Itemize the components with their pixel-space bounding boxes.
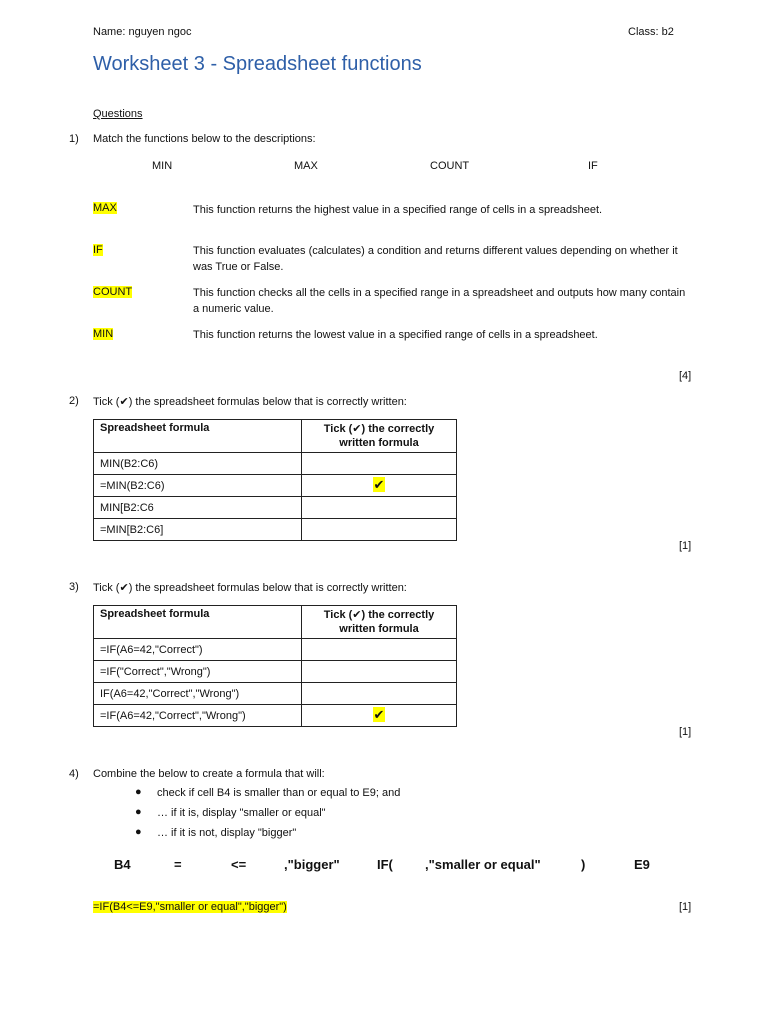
table-row — [94, 683, 457, 705]
q1-prompt: Match the functions below to the descriptions: — [93, 133, 316, 145]
q4-bullet-2: … if it is, display "smaller or equal" — [157, 807, 326, 819]
q2-formula-table — [93, 419, 457, 541]
q1-answer-4-description: This function returns the lowest value in a specified range of cells in a spreadsheet. — [193, 329, 598, 341]
bullet-icon: ● — [135, 786, 142, 798]
tick-cell[interactable] — [302, 497, 457, 519]
table-row — [94, 453, 457, 475]
q1-number: 1) — [69, 133, 79, 145]
formula-cell: =MIN[B2:C6] — [94, 519, 302, 541]
column-header-tick: Tick (✔) the correctly written formula — [302, 606, 457, 639]
q4-answer: =IF(B4<=E9,"smaller or equal","bigger") — [93, 901, 287, 913]
q4-marks: [1] — [679, 901, 692, 913]
q1-answer-3-function: COUNT — [93, 286, 133, 298]
q2-marks: [1] — [679, 540, 692, 552]
formula-cell: IF(A6=42,"Correct","Wrong") — [94, 683, 302, 705]
questions-heading: Questions — [93, 108, 143, 120]
checkmark-icon: ✔ — [373, 707, 385, 722]
q4-part-e9: E9 — [634, 857, 650, 872]
formula-cell: =IF("Correct","Wrong") — [94, 661, 302, 683]
q3-formula-table — [93, 605, 457, 727]
q4-prompt: Combine the below to create a formula that will: — [93, 768, 325, 780]
tick-cell[interactable] — [302, 475, 457, 497]
q2-number: 2) — [69, 395, 79, 407]
q4-part-smaller-or-equal: ,"smaller or equal" — [425, 857, 541, 872]
tick-cell[interactable] — [302, 453, 457, 475]
q3-marks: [1] — [679, 726, 692, 738]
q1-answer-2-function: IF — [93, 244, 103, 256]
q1-option-count: COUNT — [430, 160, 470, 172]
formula-cell: =IF(A6=42,"Correct","Wrong") — [94, 705, 302, 727]
tick-cell[interactable] — [302, 661, 457, 683]
formula-cell: =IF(A6=42,"Correct") — [94, 639, 302, 661]
bullet-icon: ● — [135, 806, 142, 818]
table-header-row — [94, 606, 457, 639]
q1-marks: [4] — [679, 370, 692, 382]
q1-answer-3-description: This function checks all the cells in a specified range in a spreadsheet and outputs how many contain a numeric value. — [193, 287, 686, 315]
q1-option-min: MIN — [152, 160, 173, 172]
q1-answer-4-function: MIN — [93, 328, 114, 340]
page-title: Worksheet 3 - Spreadsheet functions — [93, 53, 422, 75]
table-header-row — [94, 420, 457, 453]
checkmark-icon: ✔ — [373, 477, 385, 492]
q1-option-if: IF — [588, 160, 598, 172]
tick-cell[interactable] — [302, 705, 457, 727]
q4-part-less-or-equal: <= — [231, 857, 247, 872]
q4-bullet-3: … if it is not, display "bigger" — [157, 827, 297, 839]
tick-cell[interactable] — [302, 519, 457, 541]
table-row — [94, 475, 457, 497]
q1-answer-2-description: This function evaluates (calculates) a condition and returns different values depending on whether it was True or False. — [193, 245, 678, 273]
tick-cell[interactable] — [302, 639, 457, 661]
q4-part-b4: B4 — [114, 857, 131, 872]
formula-cell: MIN[B2:C6 — [94, 497, 302, 519]
formula-cell: =MIN(B2:C6) — [94, 475, 302, 497]
table-row — [94, 639, 457, 661]
q4-part-equals: = — [174, 857, 182, 872]
table-row — [94, 519, 457, 541]
q1-answer-1-function: MAX — [93, 202, 117, 214]
q1-answer-1-description: This function returns the highest value in a specified range of cells in a spreadsheet. — [193, 204, 603, 216]
tick-cell[interactable] — [302, 683, 457, 705]
table-row — [94, 705, 457, 727]
student-name: Name: nguyen ngoc — [93, 26, 192, 38]
column-header-formula: Spreadsheet formula — [94, 420, 302, 453]
table-row — [94, 497, 457, 519]
formula-cell: MIN(B2:C6) — [94, 453, 302, 475]
q1-option-max: MAX — [294, 160, 318, 172]
q4-part-close-paren: ) — [581, 857, 586, 872]
q4-number: 4) — [69, 768, 79, 780]
bullet-icon: ● — [135, 826, 142, 838]
column-header-tick: Tick (✔) the correctly written formula — [302, 420, 457, 453]
table-row — [94, 661, 457, 683]
q3-number: 3) — [69, 581, 79, 593]
q3-prompt: Tick (✔) the spreadsheet formulas below that is correctly written: — [93, 582, 407, 594]
q4-part-bigger: ,"bigger" — [284, 857, 340, 872]
q2-prompt: Tick (✔) the spreadsheet formulas below that is correctly written: — [93, 396, 407, 408]
column-header-formula: Spreadsheet formula — [94, 606, 302, 639]
q4-part-if: IF( — [377, 857, 393, 872]
q4-bullet-1: check if cell B4 is smaller than or equal to E9; and — [157, 787, 401, 799]
student-class: Class: b2 — [628, 26, 674, 38]
